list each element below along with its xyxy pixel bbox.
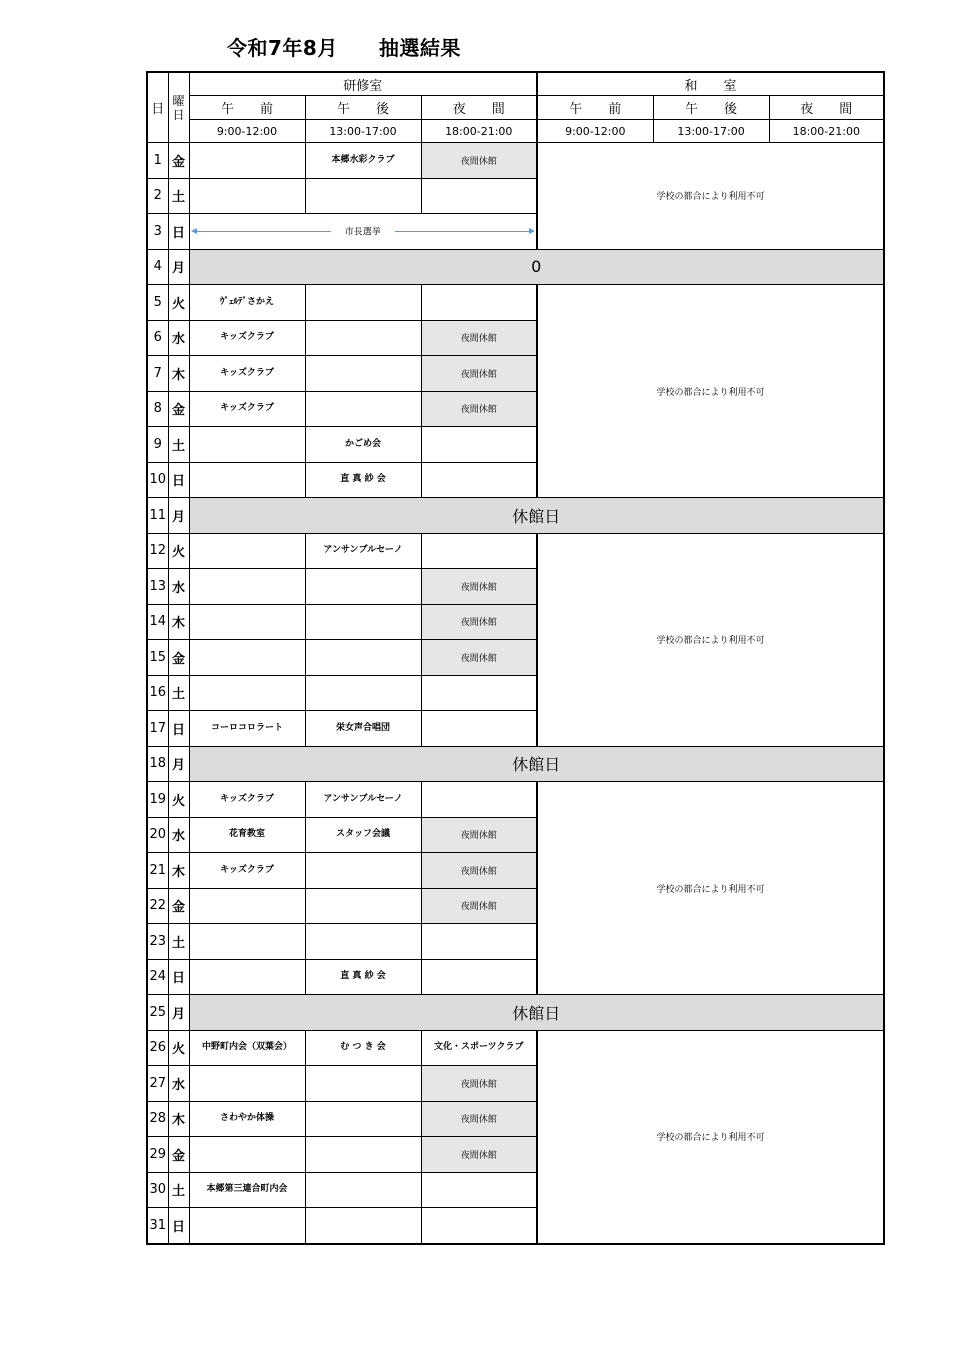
day-number: 28 — [147, 1101, 168, 1137]
kenshu-am-cell — [189, 604, 305, 640]
weekday: 土 — [168, 427, 189, 463]
table-row — [147, 498, 884, 534]
day-number: 17 — [147, 711, 168, 747]
kenshu-am-cell — [189, 1208, 305, 1244]
kenshu-am-cell: キッズクラブ — [189, 782, 305, 818]
kenshu-am-cell — [189, 1066, 305, 1102]
kenshu-night-cell — [421, 924, 537, 960]
kenshu-pm-cell: アンサンブルセーノ — [305, 533, 421, 569]
weekday: 水 — [168, 320, 189, 356]
night-closed-cell: 夜間休館 — [421, 817, 537, 853]
day-number: 25 — [147, 995, 168, 1031]
kenshu-night-cell — [421, 462, 537, 498]
kenshu-am-cell — [189, 427, 305, 463]
kenshu-am-cell — [189, 178, 305, 214]
header-kenshu-pm: 午 後 — [305, 96, 421, 120]
kenshu-pm-cell — [305, 1101, 421, 1137]
day-number: 30 — [147, 1172, 168, 1208]
weekday: 日 — [168, 462, 189, 498]
kenshu-pm-cell: アンサンブルセーノ — [305, 782, 421, 818]
day-number: 15 — [147, 640, 168, 676]
kenshu-am-cell — [189, 959, 305, 995]
kenshu-pm-cell — [305, 604, 421, 640]
kenshu-pm-cell — [305, 640, 421, 676]
kenshu-night-cell — [421, 427, 537, 463]
weekday: 月 — [168, 746, 189, 782]
kenshu-am-cell — [189, 1137, 305, 1173]
table-row — [147, 1030, 884, 1066]
weekday: 木 — [168, 1101, 189, 1137]
weekday: 月 — [168, 995, 189, 1031]
kenshu-night-cell: 文化・スポーツクラブ — [421, 1030, 537, 1066]
kenshu-pm-cell — [305, 1208, 421, 1244]
night-closed-cell: 夜間休館 — [421, 391, 537, 427]
weekday: 木 — [168, 604, 189, 640]
kenshu-pm-cell — [305, 320, 421, 356]
day-number: 9 — [147, 427, 168, 463]
day-number: 23 — [147, 924, 168, 960]
kenshu-pm-cell — [305, 1137, 421, 1173]
night-closed-cell: 夜間休館 — [421, 1066, 537, 1102]
weekday: 日 — [168, 1208, 189, 1244]
header-day: 日 — [147, 72, 168, 143]
weekday: 土 — [168, 675, 189, 711]
day-number: 1 — [147, 143, 168, 179]
weekday: 日 — [168, 214, 189, 250]
weekday: 水 — [168, 569, 189, 605]
day-number: 27 — [147, 1066, 168, 1102]
weekday: 日 — [168, 711, 189, 747]
weekday: 火 — [168, 782, 189, 818]
kenshu-am-cell: ｳﾞｪﾙﾃﾞさかえ — [189, 285, 305, 321]
kenshu-pm-cell: む つ き 会 — [305, 1030, 421, 1066]
header-washitsu-pm: 午 後 — [653, 96, 769, 120]
washitsu-unavailable-cell: 学校の都合により利用不可 — [537, 143, 884, 250]
washitsu-unavailable-cell: 学校の都合により利用不可 — [537, 533, 884, 746]
kenshu-am-cell: 本郷第三連合町内会 — [189, 1172, 305, 1208]
weekday: 月 — [168, 249, 189, 285]
kenshu-am-cell: さわやか体操 — [189, 1101, 305, 1137]
day-number: 31 — [147, 1208, 168, 1244]
kenshu-pm-cell — [305, 178, 421, 214]
night-closed-cell: 夜間休館 — [421, 356, 537, 392]
weekday: 土 — [168, 178, 189, 214]
kenshu-pm-cell — [305, 1066, 421, 1102]
weekday: 水 — [168, 817, 189, 853]
weekday: 土 — [168, 1172, 189, 1208]
kenshu-pm-cell — [305, 888, 421, 924]
kenshu-pm-cell — [305, 285, 421, 321]
closed-day-banner: 休館日 — [189, 498, 884, 534]
kenshu-pm-cell: スタッフ会議 — [305, 817, 421, 853]
kenshu-am-cell — [189, 888, 305, 924]
day-number: 11 — [147, 498, 168, 534]
day-number: 10 — [147, 462, 168, 498]
day-number: 24 — [147, 959, 168, 995]
kenshu-pm-cell: 栄女声合唱団 — [305, 711, 421, 747]
header-kenshu-room: 研修室 — [189, 72, 537, 96]
kenshu-night-cell — [421, 1172, 537, 1208]
kenshu-night-cell — [421, 959, 537, 995]
kenshu-pm-cell — [305, 569, 421, 605]
weekday: 金 — [168, 143, 189, 179]
day-number: 6 — [147, 320, 168, 356]
weekday: 木 — [168, 853, 189, 889]
header-kenshu-night-time: 18:00-21:00 — [421, 120, 537, 143]
day-number: 8 — [147, 391, 168, 427]
election-label: 市長選挙 — [331, 225, 395, 238]
header-kenshu-am: 午 前 — [189, 96, 305, 120]
header-washitsu-am-time: 9:00-12:00 — [537, 120, 653, 143]
table-row — [147, 782, 884, 818]
day-number: 2 — [147, 178, 168, 214]
weekday: 土 — [168, 924, 189, 960]
night-closed-cell: 夜間休館 — [421, 1137, 537, 1173]
night-closed-cell: 夜間休館 — [421, 853, 537, 889]
weekday: 金 — [168, 888, 189, 924]
closed-day-banner: 0 — [189, 249, 884, 285]
weekday: 木 — [168, 356, 189, 392]
table-row — [147, 995, 884, 1031]
weekday: 金 — [168, 391, 189, 427]
kenshu-am-cell — [189, 143, 305, 179]
night-closed-cell: 夜間休館 — [421, 320, 537, 356]
kenshu-am-cell: 中野町内会（双葉会） — [189, 1030, 305, 1066]
kenshu-night-cell — [421, 285, 537, 321]
day-number: 13 — [147, 569, 168, 605]
day-number: 16 — [147, 675, 168, 711]
election-span — [189, 214, 537, 250]
weekday: 日 — [168, 959, 189, 995]
table-row — [147, 533, 884, 569]
header-weekday: 曜日 — [168, 72, 189, 143]
night-closed-cell: 夜間休館 — [421, 569, 537, 605]
kenshu-am-cell: キッズクラブ — [189, 853, 305, 889]
kenshu-am-cell: キッズクラブ — [189, 391, 305, 427]
kenshu-am-cell — [189, 533, 305, 569]
kenshu-night-cell — [421, 711, 537, 747]
night-closed-cell: 夜間休館 — [421, 888, 537, 924]
weekday: 月 — [168, 498, 189, 534]
kenshu-pm-cell: かごめ会 — [305, 427, 421, 463]
kenshu-pm-cell — [305, 924, 421, 960]
weekday: 火 — [168, 533, 189, 569]
kenshu-am-cell — [189, 640, 305, 676]
kenshu-night-cell — [421, 533, 537, 569]
kenshu-pm-cell: 直 真 紗 会 — [305, 462, 421, 498]
day-number: 18 — [147, 746, 168, 782]
kenshu-pm-cell — [305, 356, 421, 392]
day-number: 20 — [147, 817, 168, 853]
day-number: 19 — [147, 782, 168, 818]
day-number: 12 — [147, 533, 168, 569]
kenshu-pm-cell: 直 真 紗 会 — [305, 959, 421, 995]
weekday: 水 — [168, 1066, 189, 1102]
schedule-table — [146, 71, 885, 1245]
header-kenshu-am-time: 9:00-12:00 — [189, 120, 305, 143]
kenshu-pm-cell: 本郷水彩クラブ — [305, 143, 421, 179]
night-closed-cell: 夜間休館 — [421, 604, 537, 640]
day-number: 26 — [147, 1030, 168, 1066]
kenshu-am-cell: キッズクラブ — [189, 320, 305, 356]
header-washitsu-night: 夜 間 — [769, 96, 884, 120]
header-washitsu-room: 和 室 — [537, 72, 884, 96]
kenshu-am-cell — [189, 569, 305, 605]
kenshu-am-cell: キッズクラブ — [189, 356, 305, 392]
weekday: 金 — [168, 640, 189, 676]
day-number: 7 — [147, 356, 168, 392]
kenshu-am-cell: 花育教室 — [189, 817, 305, 853]
weekday: 火 — [168, 285, 189, 321]
header-washitsu-am: 午 前 — [537, 96, 653, 120]
kenshu-night-cell — [421, 178, 537, 214]
day-number: 21 — [147, 853, 168, 889]
kenshu-night-cell — [421, 782, 537, 818]
table-row — [147, 143, 884, 179]
washitsu-unavailable-cell: 学校の都合により利用不可 — [537, 285, 884, 498]
header-washitsu-night-time: 18:00-21:00 — [769, 120, 884, 143]
night-closed-cell: 夜間休館 — [421, 143, 537, 179]
table-row — [147, 249, 884, 285]
page-title: 令和7年8月 抽選結果 — [227, 36, 461, 60]
weekday: 金 — [168, 1137, 189, 1173]
night-closed-cell: 夜間休館 — [421, 640, 537, 676]
washitsu-unavailable-cell: 学校の都合により利用不可 — [537, 782, 884, 995]
header-kenshu-pm-time: 13:00-17:00 — [305, 120, 421, 143]
day-number: 4 — [147, 249, 168, 285]
day-number: 14 — [147, 604, 168, 640]
kenshu-am-cell — [189, 675, 305, 711]
kenshu-pm-cell — [305, 675, 421, 711]
kenshu-pm-cell — [305, 1172, 421, 1208]
day-number: 29 — [147, 1137, 168, 1173]
closed-day-banner: 休館日 — [189, 995, 884, 1031]
day-number: 3 — [147, 214, 168, 250]
closed-day-banner: 休館日 — [189, 746, 884, 782]
table-row — [147, 285, 884, 321]
header-kenshu-night: 夜 間 — [421, 96, 537, 120]
kenshu-am-cell — [189, 462, 305, 498]
header-washitsu-pm-time: 13:00-17:00 — [653, 120, 769, 143]
kenshu-am-cell: コーロコロラート — [189, 711, 305, 747]
table-row — [147, 746, 884, 782]
weekday: 火 — [168, 1030, 189, 1066]
kenshu-pm-cell — [305, 391, 421, 427]
night-closed-cell: 夜間休館 — [421, 1101, 537, 1137]
day-number: 5 — [147, 285, 168, 321]
kenshu-night-cell — [421, 675, 537, 711]
kenshu-pm-cell — [305, 853, 421, 889]
kenshu-am-cell — [189, 924, 305, 960]
kenshu-night-cell — [421, 1208, 537, 1244]
washitsu-unavailable-cell: 学校の都合により利用不可 — [537, 1030, 884, 1244]
day-number: 22 — [147, 888, 168, 924]
